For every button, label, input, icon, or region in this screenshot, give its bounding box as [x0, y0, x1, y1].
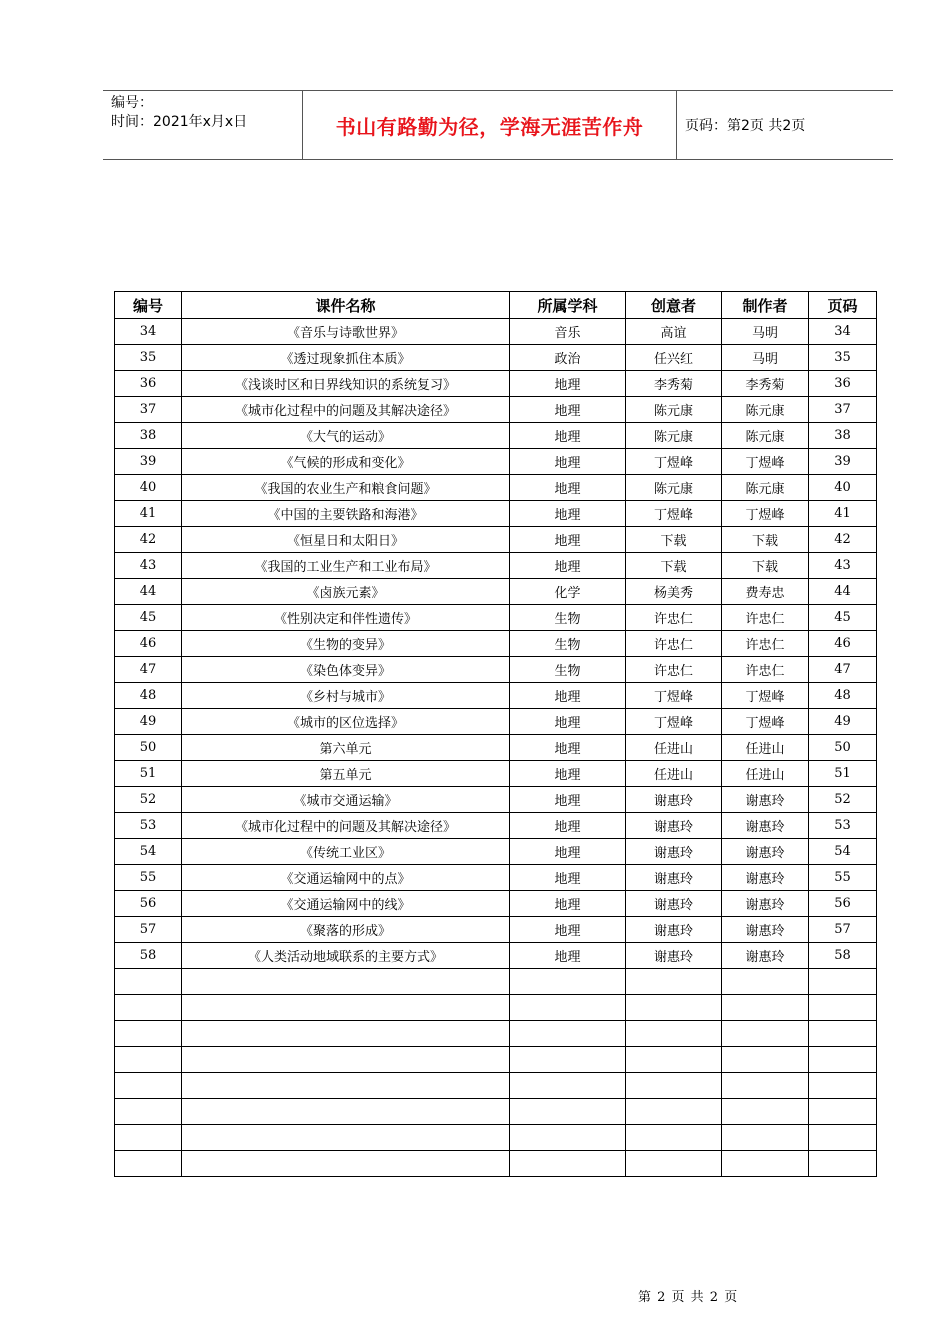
col-header-creator: 创意者	[626, 292, 722, 319]
cell-creator: 丁煜峰	[626, 683, 722, 709]
empty-cell	[722, 995, 809, 1021]
empty-cell	[115, 969, 182, 995]
cell-producer: 谢惠玲	[722, 891, 809, 917]
cell-creator: 谢惠玲	[626, 865, 722, 891]
cell-creator: 李秀菊	[626, 371, 722, 397]
empty-cell	[510, 1047, 626, 1073]
empty-cell	[115, 1047, 182, 1073]
motto: 书山有路勤为径，学海无涯苦作舟	[303, 91, 677, 159]
cell-creator: 谢惠玲	[626, 813, 722, 839]
cell-title: 《交通运输网中的点》	[182, 865, 510, 891]
cell-number: 54	[115, 839, 182, 865]
empty-cell	[809, 1099, 877, 1125]
cell-number: 50	[115, 735, 182, 761]
empty-table-row	[115, 1099, 877, 1125]
cell-number: 41	[115, 501, 182, 527]
table-row	[115, 371, 877, 397]
table-row	[115, 657, 877, 683]
cell-subject: 地理	[510, 787, 626, 813]
cell-creator: 任进山	[626, 761, 722, 787]
cell-title: 《大气的运动》	[182, 423, 510, 449]
cell-number: 49	[115, 709, 182, 735]
courseware-table	[114, 291, 877, 1177]
table-row	[115, 397, 877, 423]
empty-cell	[182, 995, 510, 1021]
cell-creator: 高谊	[626, 319, 722, 345]
cell-page: 52	[809, 787, 877, 813]
cell-subject: 地理	[510, 423, 626, 449]
empty-cell	[182, 969, 510, 995]
cell-title: 《城市化过程中的问题及其解决途径》	[182, 813, 510, 839]
cell-title: 《浅谈时区和日界线知识的系统复习》	[182, 371, 510, 397]
cell-page: 35	[809, 345, 877, 371]
cell-producer: 许忠仁	[722, 631, 809, 657]
col-header-subject: 所属学科	[510, 292, 626, 319]
cell-page: 57	[809, 917, 877, 943]
table-row	[115, 943, 877, 969]
cell-subject: 地理	[510, 761, 626, 787]
empty-cell	[510, 995, 626, 1021]
cell-producer: 丁煜峰	[722, 683, 809, 709]
cell-subject: 地理	[510, 943, 626, 969]
cell-page: 36	[809, 371, 877, 397]
cell-page: 58	[809, 943, 877, 969]
cell-producer: 丁煜峰	[722, 449, 809, 475]
cell-subject: 生物	[510, 631, 626, 657]
cell-number: 47	[115, 657, 182, 683]
cell-creator: 丁煜峰	[626, 501, 722, 527]
empty-cell	[809, 1021, 877, 1047]
cell-page: 50	[809, 735, 877, 761]
cell-subject: 政治	[510, 345, 626, 371]
cell-creator: 陈元康	[626, 475, 722, 501]
cell-creator: 陈元康	[626, 397, 722, 423]
header-meta	[103, 91, 303, 159]
cell-title: 《染色体变异》	[182, 657, 510, 683]
cell-producer: 费寿忠	[722, 579, 809, 605]
number-label: 编号：	[111, 95, 153, 111]
table-row	[115, 735, 877, 761]
cell-number: 45	[115, 605, 182, 631]
cell-title: 《透过现象抓住本质》	[182, 345, 510, 371]
cell-title: 《卤族元素》	[182, 579, 510, 605]
table-row	[115, 501, 877, 527]
table-row	[115, 527, 877, 553]
table-row	[115, 709, 877, 735]
empty-cell	[182, 1099, 510, 1125]
cell-number: 37	[115, 397, 182, 423]
table-header-row	[115, 292, 877, 319]
empty-cell	[809, 1151, 877, 1177]
cell-creator: 谢惠玲	[626, 839, 722, 865]
cell-producer: 谢惠玲	[722, 865, 809, 891]
empty-table-row	[115, 1151, 877, 1177]
cell-number: 48	[115, 683, 182, 709]
cell-page: 54	[809, 839, 877, 865]
cell-number: 38	[115, 423, 182, 449]
table-row	[115, 917, 877, 943]
table-row	[115, 839, 877, 865]
cell-creator: 许忠仁	[626, 657, 722, 683]
table-row	[115, 787, 877, 813]
table-row	[115, 345, 877, 371]
cell-title: 第五单元	[182, 761, 510, 787]
table-body	[115, 319, 877, 1177]
cell-producer: 马明	[722, 345, 809, 371]
cell-page: 46	[809, 631, 877, 657]
cell-subject: 音乐	[510, 319, 626, 345]
empty-cell	[722, 1047, 809, 1073]
cell-creator: 下载	[626, 553, 722, 579]
empty-table-row	[115, 1047, 877, 1073]
col-header-page: 页码	[809, 292, 877, 319]
cell-number: 34	[115, 319, 182, 345]
cell-number: 51	[115, 761, 182, 787]
empty-cell	[510, 1099, 626, 1125]
table-row	[115, 579, 877, 605]
empty-cell	[510, 1151, 626, 1177]
cell-creator: 丁煜峰	[626, 449, 722, 475]
empty-cell	[722, 969, 809, 995]
cell-title: 《气候的形成和变化》	[182, 449, 510, 475]
table-row	[115, 605, 877, 631]
empty-cell	[510, 1125, 626, 1151]
cell-subject: 地理	[510, 891, 626, 917]
cell-creator: 陈元康	[626, 423, 722, 449]
cell-producer: 下载	[722, 527, 809, 553]
cell-creator: 谢惠玲	[626, 917, 722, 943]
cell-creator: 下载	[626, 527, 722, 553]
cell-title: 《恒星日和太阳日》	[182, 527, 510, 553]
cell-title: 《聚落的形成》	[182, 917, 510, 943]
cell-page: 40	[809, 475, 877, 501]
cell-page: 45	[809, 605, 877, 631]
empty-cell	[115, 1099, 182, 1125]
cell-number: 39	[115, 449, 182, 475]
cell-subject: 地理	[510, 735, 626, 761]
cell-subject: 化学	[510, 579, 626, 605]
cell-producer: 马明	[722, 319, 809, 345]
cell-title: 《中国的主要铁路和海港》	[182, 501, 510, 527]
table-row	[115, 423, 877, 449]
empty-cell	[809, 1047, 877, 1073]
empty-table-row	[115, 995, 877, 1021]
cell-subject: 地理	[510, 397, 626, 423]
empty-cell	[626, 1021, 722, 1047]
cell-number: 55	[115, 865, 182, 891]
table-row	[115, 761, 877, 787]
page-header	[103, 90, 893, 160]
cell-number: 43	[115, 553, 182, 579]
empty-cell	[182, 1125, 510, 1151]
table-row	[115, 631, 877, 657]
cell-subject: 生物	[510, 657, 626, 683]
table-row	[115, 553, 877, 579]
cell-producer: 陈元康	[722, 423, 809, 449]
cell-page: 44	[809, 579, 877, 605]
cell-page: 55	[809, 865, 877, 891]
cell-producer: 许忠仁	[722, 605, 809, 631]
cell-page: 49	[809, 709, 877, 735]
cell-producer: 谢惠玲	[722, 839, 809, 865]
empty-cell	[115, 1151, 182, 1177]
cell-title: 《城市的区位选择》	[182, 709, 510, 735]
empty-cell	[182, 1047, 510, 1073]
cell-number: 42	[115, 527, 182, 553]
empty-cell	[809, 1073, 877, 1099]
cell-producer: 丁煜峰	[722, 709, 809, 735]
table-row	[115, 813, 877, 839]
empty-cell	[809, 969, 877, 995]
cell-page: 51	[809, 761, 877, 787]
cell-creator: 谢惠玲	[626, 891, 722, 917]
empty-cell	[115, 1021, 182, 1047]
cell-subject: 地理	[510, 371, 626, 397]
cell-number: 53	[115, 813, 182, 839]
cell-subject: 地理	[510, 839, 626, 865]
col-header-number: 编号	[115, 292, 182, 319]
cell-producer: 谢惠玲	[722, 943, 809, 969]
cell-page: 37	[809, 397, 877, 423]
empty-cell	[626, 1151, 722, 1177]
empty-cell	[182, 1073, 510, 1099]
cell-page: 41	[809, 501, 877, 527]
cell-number: 52	[115, 787, 182, 813]
cell-subject: 生物	[510, 605, 626, 631]
cell-page: 56	[809, 891, 877, 917]
cell-subject: 地理	[510, 553, 626, 579]
cell-producer: 陈元康	[722, 475, 809, 501]
empty-cell	[115, 1073, 182, 1099]
empty-cell	[510, 1021, 626, 1047]
cell-subject: 地理	[510, 865, 626, 891]
empty-cell	[626, 1099, 722, 1125]
cell-title: 《我国的农业生产和粮食问题》	[182, 475, 510, 501]
cell-title: 第六单元	[182, 735, 510, 761]
cell-page: 34	[809, 319, 877, 345]
cell-title: 《城市交通运输》	[182, 787, 510, 813]
cell-title: 《人类活动地域联系的主要方式》	[182, 943, 510, 969]
empty-cell	[115, 1125, 182, 1151]
cell-creator: 谢惠玲	[626, 787, 722, 813]
empty-cell	[626, 1073, 722, 1099]
cell-creator: 杨美秀	[626, 579, 722, 605]
cell-number: 58	[115, 943, 182, 969]
cell-producer: 下载	[722, 553, 809, 579]
cell-number: 56	[115, 891, 182, 917]
table-row	[115, 865, 877, 891]
empty-cell	[722, 1099, 809, 1125]
cell-creator: 任兴红	[626, 345, 722, 371]
cell-number: 44	[115, 579, 182, 605]
time-label: 时间：2021年x月x日	[111, 114, 248, 130]
cell-page: 39	[809, 449, 877, 475]
empty-cell	[722, 1125, 809, 1151]
table-row	[115, 319, 877, 345]
cell-producer: 任进山	[722, 735, 809, 761]
cell-producer: 任进山	[722, 761, 809, 787]
cell-producer: 谢惠玲	[722, 787, 809, 813]
cell-title: 《我国的工业生产和工业布局》	[182, 553, 510, 579]
table-row	[115, 683, 877, 709]
empty-cell	[722, 1073, 809, 1099]
empty-cell	[510, 1073, 626, 1099]
cell-title: 《交通运输网中的线》	[182, 891, 510, 917]
cell-subject: 地理	[510, 709, 626, 735]
cell-creator: 丁煜峰	[626, 709, 722, 735]
empty-cell	[182, 1021, 510, 1047]
cell-subject: 地理	[510, 813, 626, 839]
cell-title: 《性别决定和伴性遗传》	[182, 605, 510, 631]
empty-cell	[182, 1151, 510, 1177]
cell-title: 《乡村与城市》	[182, 683, 510, 709]
col-header-producer: 制作者	[722, 292, 809, 319]
empty-cell	[722, 1151, 809, 1177]
cell-number: 46	[115, 631, 182, 657]
empty-table-row	[115, 1125, 877, 1151]
cell-subject: 地理	[510, 475, 626, 501]
cell-number: 40	[115, 475, 182, 501]
empty-cell	[722, 1021, 809, 1047]
cell-producer: 丁煜峰	[722, 501, 809, 527]
cell-page: 42	[809, 527, 877, 553]
cell-title: 《城市化过程中的问题及其解决途径》	[182, 397, 510, 423]
cell-producer: 谢惠玲	[722, 917, 809, 943]
cell-producer: 许忠仁	[722, 657, 809, 683]
cell-page: 48	[809, 683, 877, 709]
empty-cell	[626, 1047, 722, 1073]
table-row	[115, 475, 877, 501]
cell-title: 《传统工业区》	[182, 839, 510, 865]
empty-table-row	[115, 969, 877, 995]
cell-title: 《音乐与诗歌世界》	[182, 319, 510, 345]
empty-cell	[115, 995, 182, 1021]
cell-page: 53	[809, 813, 877, 839]
empty-cell	[809, 1125, 877, 1151]
cell-page: 43	[809, 553, 877, 579]
empty-cell	[626, 995, 722, 1021]
cell-page: 38	[809, 423, 877, 449]
cell-title: 《生物的变异》	[182, 631, 510, 657]
cell-subject: 地理	[510, 917, 626, 943]
cell-producer: 陈元康	[722, 397, 809, 423]
empty-cell	[809, 995, 877, 1021]
col-header-title: 课件名称	[182, 292, 510, 319]
cell-creator: 许忠仁	[626, 605, 722, 631]
empty-cell	[626, 969, 722, 995]
cell-creator: 任进山	[626, 735, 722, 761]
cell-creator: 许忠仁	[626, 631, 722, 657]
empty-cell	[510, 969, 626, 995]
empty-table-row	[115, 1021, 877, 1047]
cell-subject: 地理	[510, 527, 626, 553]
header-page-info: 页码：第2页 共2页	[685, 118, 806, 134]
cell-number: 35	[115, 345, 182, 371]
cell-page: 47	[809, 657, 877, 683]
cell-producer: 李秀菊	[722, 371, 809, 397]
cell-number: 36	[115, 371, 182, 397]
empty-table-row	[115, 1073, 877, 1099]
cell-subject: 地理	[510, 449, 626, 475]
table-row	[115, 891, 877, 917]
cell-subject: 地理	[510, 501, 626, 527]
empty-cell	[626, 1125, 722, 1151]
cell-number: 57	[115, 917, 182, 943]
page-footer: 第 2 页 共 2 页	[638, 1290, 739, 1305]
cell-creator: 谢惠玲	[626, 943, 722, 969]
cell-subject: 地理	[510, 683, 626, 709]
cell-producer: 谢惠玲	[722, 813, 809, 839]
table-row	[115, 449, 877, 475]
